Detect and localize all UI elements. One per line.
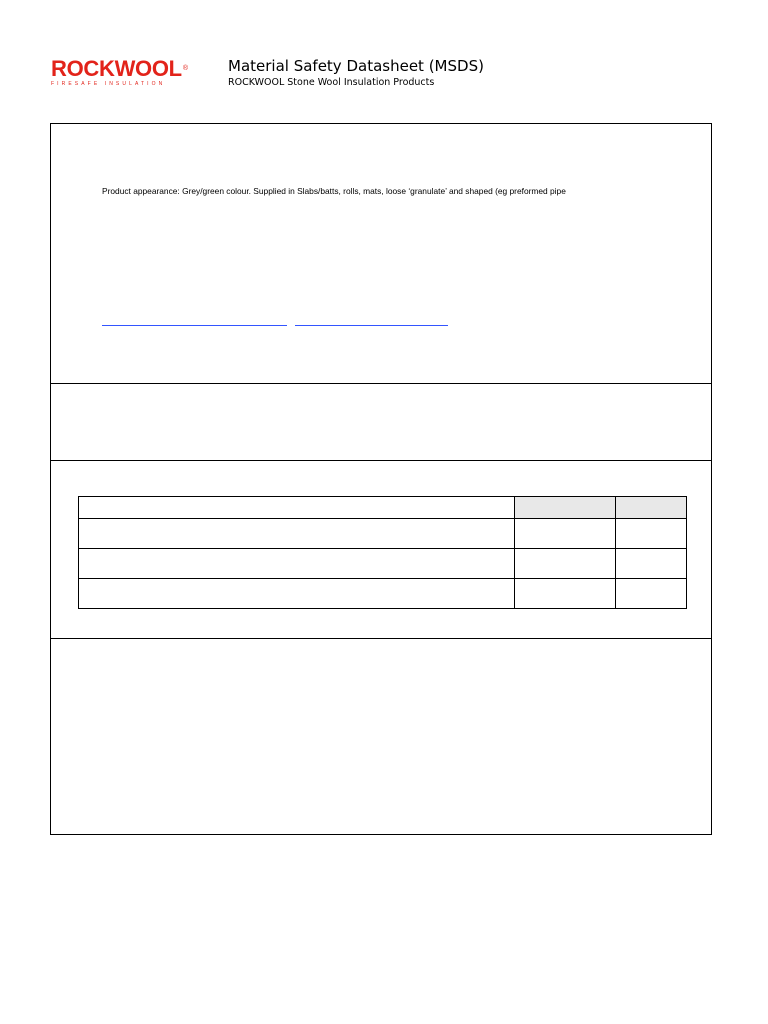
hyperlink-underline-1[interactable]	[102, 325, 287, 326]
table-cell-name	[79, 579, 515, 609]
header-cell-unit	[616, 497, 687, 519]
table-cell-value	[515, 549, 616, 579]
logo-wordmark	[51, 58, 203, 80]
logo-tagline: FIRESAFE INSULATION	[51, 81, 166, 87]
datasheet-frame	[50, 123, 712, 835]
registered-mark: ®	[182, 65, 188, 72]
table-row	[79, 579, 687, 609]
table-cell-value	[515, 519, 616, 549]
table-cell-unit	[616, 579, 687, 609]
table-header-row	[79, 497, 687, 519]
product-appearance-text: Product appearance: Grey/green colour. Supplied in Slabs/batts, rolls, mats, loose ‘granulate’ and shaped (eg preformed pipe	[102, 186, 566, 196]
table-cell-unit	[616, 549, 687, 579]
table-cell-unit	[616, 519, 687, 549]
composition-table	[78, 496, 687, 609]
section-divider-1	[51, 383, 711, 384]
table-row	[79, 549, 687, 579]
section-divider-2	[51, 460, 711, 461]
rockwool-logo	[51, 58, 203, 88]
header-cell-ingredient	[79, 497, 515, 519]
document-subtitle: ROCKWOOL Stone Wool Insulation Products	[228, 77, 435, 88]
table-row	[79, 519, 687, 549]
table-cell-value	[515, 579, 616, 609]
logo-text: ROCKWOOL	[51, 56, 182, 81]
hyperlink-underline-2[interactable]	[295, 325, 448, 326]
document-title: Material Safety Datasheet (MSDS)	[228, 57, 484, 75]
header-cell-value	[515, 497, 616, 519]
table-cell-name	[79, 519, 515, 549]
table-cell-name	[79, 549, 515, 579]
section-divider-3	[51, 638, 711, 639]
